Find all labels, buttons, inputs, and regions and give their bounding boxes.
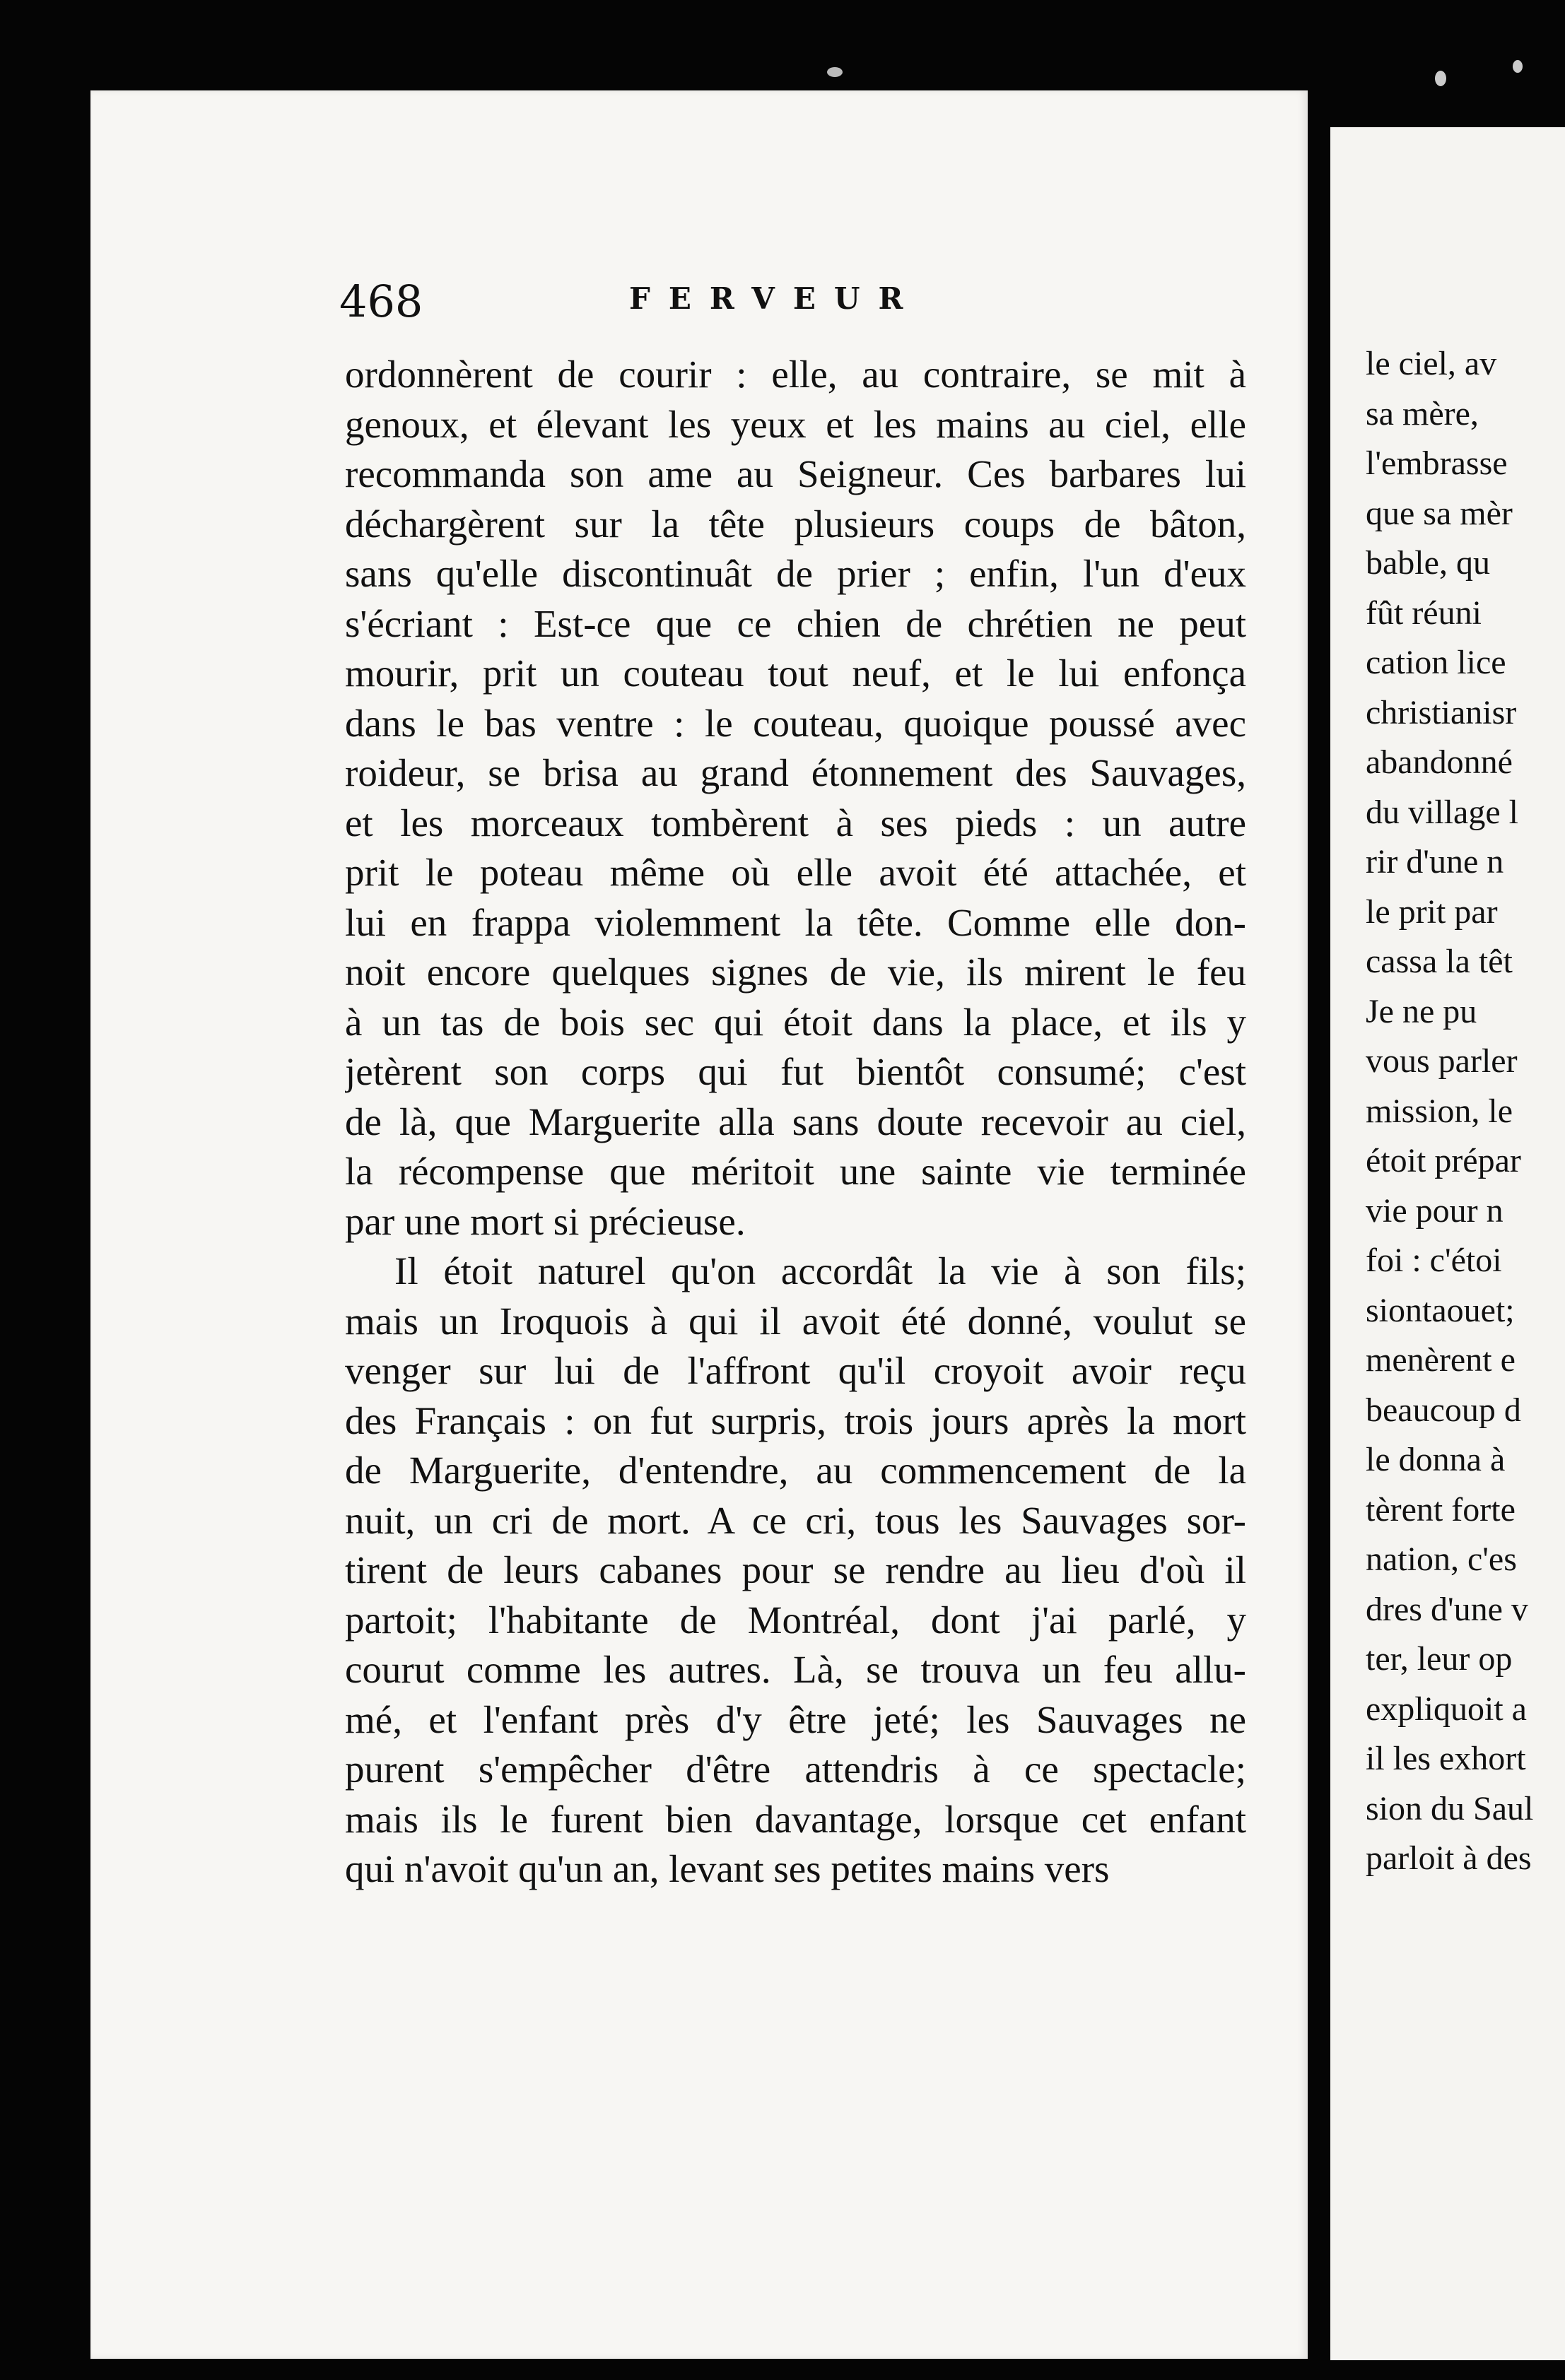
text-line: sans qu'elle discontinuât de prier ; enfin, l'un d'eux — [345, 552, 1246, 595]
text-line: tèrent forte — [1366, 1490, 1516, 1528]
text-line: expliquoit a — [1366, 1690, 1527, 1728]
text-line: partoit; l'habitante de Montréal, dont j'ai parlé, y — [345, 1598, 1246, 1642]
right-page-text — [1366, 339, 1533, 1884]
text-line: et les morceaux tombèrent à ses pieds : un autre — [345, 801, 1246, 844]
text-line: qui n'avoit qu'un an, levant ses petites mains vers — [345, 1847, 1110, 1890]
text-line: beaucoup d — [1366, 1391, 1521, 1429]
scan-speck — [1435, 71, 1446, 86]
text-line: noit encore quelques signes de vie, ils mirent le feu — [345, 950, 1246, 994]
text-line: fût réuni — [1366, 594, 1482, 632]
text-line: l'embrasse — [1366, 444, 1508, 482]
text-line: de là, que Marguerite alla sans doute recevoir au ciel, — [345, 1100, 1246, 1143]
text-line: vous parler — [1366, 1042, 1518, 1080]
text-line: menèrent e — [1366, 1341, 1516, 1379]
text-line: des Français : on fut surpris, trois jours après la mort — [345, 1398, 1246, 1442]
text-line: jetèrent son corps qui fut bientôt consumé; c'est — [345, 1050, 1246, 1093]
text-line: dres d'une v — [1366, 1590, 1528, 1628]
text-line: que sa mèr — [1366, 494, 1513, 532]
text-line: le ciel, av — [1366, 345, 1497, 382]
text-line: il les exhort — [1366, 1740, 1526, 1777]
left-page-text — [345, 350, 1246, 1895]
text-line: roideur, se brisa au grand étonnement des Sauvages, — [345, 751, 1246, 794]
text-line: déchargèrent sur la tête plusieurs coups de bâton, — [345, 502, 1246, 546]
text-line: genoux, et élevant les yeux et les mains au ciel, elle — [345, 402, 1246, 446]
text-line: venger sur lui de l'affront qu'il croyoit avoir reçu — [345, 1349, 1246, 1392]
text-line: cassa la têt — [1366, 943, 1513, 980]
text-line: ter, leur op — [1366, 1640, 1513, 1678]
text-line: le prit par — [1366, 892, 1498, 931]
text-line: siontaouet; — [1366, 1291, 1515, 1329]
text-line: le donna à — [1366, 1441, 1506, 1478]
text-line: dans le bas ventre : le couteau, quoique poussé avec — [345, 701, 1246, 745]
right-page — [1330, 127, 1565, 2360]
text-line: nation, c'es — [1366, 1540, 1517, 1578]
text-line: étoit prépar — [1366, 1142, 1521, 1179]
text-line: abandonné — [1366, 743, 1513, 781]
text-line: Je ne pu — [1366, 992, 1477, 1030]
text-line: sa mère, — [1366, 394, 1479, 432]
text-line: mais ils le furent bien davantage, lorsque cet enfant — [345, 1797, 1246, 1841]
text-line: du village l — [1366, 793, 1518, 831]
text-line: foi : c'étoi — [1366, 1242, 1502, 1279]
text-line: lui en frappa violemment la tête. Comme elle don- — [345, 900, 1246, 944]
scan-speck — [827, 67, 843, 77]
text-line: tirent de leurs cabanes pour se rendre au lieu d'où il — [345, 1548, 1246, 1591]
text-line: Il étoit naturel qu'on accordât la vie à son fils; — [394, 1249, 1246, 1292]
text-line: mourir, prit un couteau tout neuf, et le lui enfonça — [345, 652, 1246, 695]
text-line: recommanda son ame au Seigneur. Ces barbares lui — [345, 452, 1246, 495]
text-line: nuit, un cri de mort. A ce cri, tous les Sauvages sor- — [345, 1498, 1246, 1542]
text-line: à un tas de bois sec qui étoit dans la place, et ils y — [345, 1000, 1246, 1044]
text-line: sion du Saul — [1366, 1789, 1534, 1827]
text-line: christianisr — [1366, 693, 1517, 731]
scan-speck — [1513, 60, 1523, 73]
text-line: la récompense que méritoit une sainte vie terminée — [345, 1150, 1246, 1193]
text-line: ordonnèrent de courir : elle, au contraire, se mit à — [345, 353, 1246, 396]
text-line: rir d'une n — [1366, 843, 1504, 880]
text-line: prit le poteau même où elle avoit été attachée, et — [345, 851, 1246, 894]
text-line: par une mort si précieuse. — [345, 1199, 746, 1243]
text-line: mé, et l'enfant près d'y être jeté; les Sauvages ne — [345, 1697, 1246, 1741]
running-title: FERVEUR — [629, 281, 922, 316]
text-line: courut comme les autres. Là, se trouva un feu allu- — [345, 1648, 1246, 1691]
text-line: de Marguerite, d'entendre, au commencement de la — [345, 1449, 1246, 1492]
text-line: bable, qu — [1366, 544, 1490, 582]
text-line: purent s'empêcher d'être attendris à ce spectacle; — [345, 1748, 1246, 1791]
page-header — [339, 276, 1279, 325]
text-line: vie pour n — [1366, 1191, 1504, 1230]
text-line: mission, le — [1366, 1092, 1513, 1130]
text-line: cation lice — [1366, 644, 1506, 681]
page-number: 468 — [339, 276, 423, 327]
text-line: s'écriant : Est-ce que ce chien de chrétien ne peut — [345, 601, 1246, 645]
text-line: parloit à des — [1366, 1839, 1532, 1877]
text-line: mais un Iroquois à qui il avoit été donné, voulut se — [345, 1299, 1246, 1343]
